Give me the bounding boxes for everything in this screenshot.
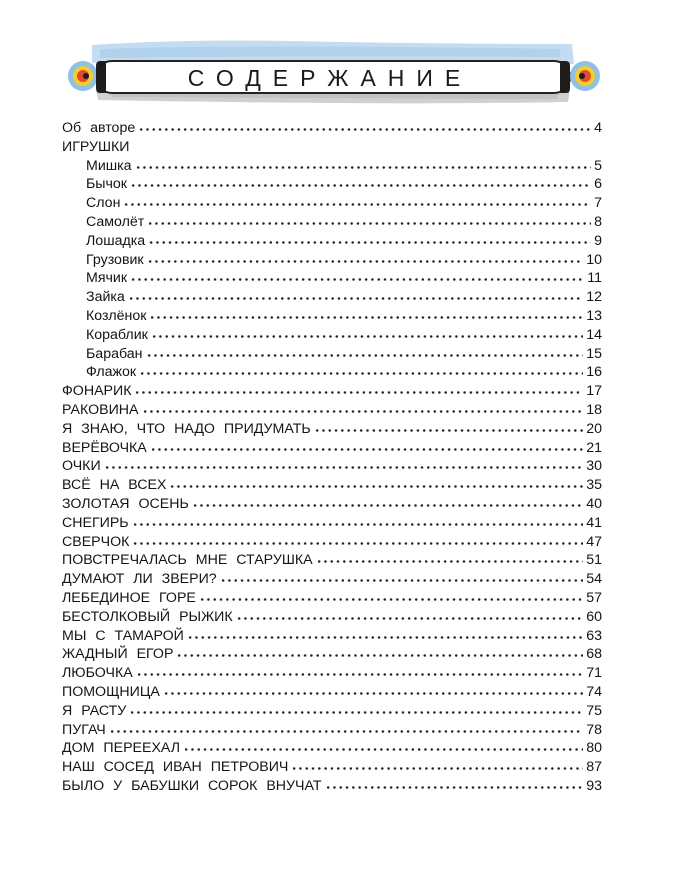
- toc-entry[interactable]: [62, 439, 602, 458]
- toc-entry-page-number: 18: [586, 401, 602, 418]
- dot-leader: [104, 465, 584, 470]
- toc-entry-page-number: 47: [586, 533, 602, 550]
- toc-entry-page-number: 20: [586, 420, 602, 437]
- dot-leader: [148, 240, 591, 245]
- toc-entry-title: БЕСТОЛКОВЫЙ РЫЖИК: [62, 608, 233, 625]
- banner-watercolor: [0, 0, 674, 120]
- toc-entry[interactable]: [62, 401, 602, 420]
- toc-entry[interactable]: [62, 420, 602, 439]
- toc-entry[interactable]: [62, 232, 602, 251]
- toc-entry-page-number: 40: [586, 495, 602, 512]
- toc-entry[interactable]: [62, 157, 602, 176]
- toc-entry-title: Слон: [86, 195, 121, 212]
- toc-entry-title: НАШ СОСЕД ИВАН ПЕТРОВИЧ: [62, 759, 289, 776]
- dot-leader: [199, 597, 583, 602]
- toc-entry-page-number: 63: [586, 627, 602, 644]
- toc-entry[interactable]: [62, 194, 602, 213]
- toc-entry-title: МЫ С ТАМАРОЙ: [62, 627, 184, 644]
- toc-entry-title: ЛЕБЕДИНОЕ ГОРЕ: [62, 589, 196, 606]
- toc-entry-page-number: 6: [594, 176, 602, 193]
- toc-entry[interactable]: [62, 514, 602, 533]
- dot-leader: [132, 522, 584, 527]
- page-title: СОДЕРЖАНИЕ: [187, 65, 473, 91]
- toc-entry-page-number: 9: [594, 232, 602, 249]
- dot-leader: [135, 165, 592, 170]
- toc-entry-page-number: 78: [586, 721, 602, 738]
- toc-entry-title: Лошадка: [86, 232, 146, 249]
- dot-leader: [123, 202, 591, 207]
- dot-leader: [109, 729, 583, 734]
- dot-leader: [176, 653, 583, 658]
- toc-entry-page-number: 10: [586, 251, 602, 268]
- toc-entry[interactable]: [62, 739, 602, 758]
- toc-entry-page-number: 17: [586, 383, 602, 400]
- toc-entry-page-number: 60: [586, 608, 602, 625]
- toc-entry[interactable]: [62, 702, 602, 721]
- dot-leader: [132, 541, 583, 546]
- toc-entry-page-number: 12: [586, 289, 602, 306]
- dot-leader: [151, 334, 583, 339]
- toc-entry-title: ФОНАРИК: [62, 383, 132, 400]
- dot-leader: [136, 672, 584, 677]
- dot-leader: [316, 559, 584, 564]
- toc-entry-page-number: 35: [586, 477, 602, 494]
- toc-entry-title: Мишка: [86, 157, 132, 174]
- dot-leader: [325, 785, 584, 790]
- toc-entry[interactable]: [62, 476, 602, 495]
- toc-entry-title: ПУГАЧ: [62, 721, 106, 738]
- toc-entry-page-number: 8: [594, 213, 602, 230]
- toc-entry[interactable]: [62, 570, 602, 589]
- toc-entry[interactable]: [62, 345, 602, 364]
- toc-entry[interactable]: [62, 288, 602, 307]
- toc-entry[interactable]: [62, 683, 602, 702]
- toc-entry-page-number: 15: [586, 345, 602, 362]
- toc-entry-page-number: 57: [586, 589, 602, 606]
- toc-entry-title: Об авторе: [62, 120, 136, 136]
- toc-entry-title: Грузовик: [86, 251, 144, 268]
- toc-entry-page-number: 75: [586, 702, 602, 719]
- dot-leader: [147, 221, 591, 226]
- toc-entry-title: ОЧКИ: [62, 458, 101, 475]
- toc-entry-title: ВЕРЁВОЧКА: [62, 439, 147, 456]
- toc-entry-title: ПОМОЩНИЦА: [62, 683, 160, 700]
- toc-entry-page-number: 87: [586, 759, 602, 776]
- toc-entry-page-number: 71: [586, 665, 602, 682]
- toc-entry-page-number: 13: [586, 307, 602, 324]
- left-target-ornament-icon: [68, 61, 98, 91]
- dot-leader: [183, 747, 583, 752]
- dot-leader: [130, 277, 584, 282]
- toc-entry[interactable]: [62, 533, 602, 552]
- toc-entry-page-number: 21: [586, 439, 602, 456]
- toc-entry[interactable]: [62, 213, 602, 232]
- toc-entry-title: Я ЗНАЮ, ЧТО НАДО ПРИДУМАТЬ: [62, 420, 311, 437]
- toc-entry[interactable]: [62, 551, 602, 570]
- dot-leader: [129, 710, 583, 715]
- toc-entry-title: ЛЮБОЧКА: [62, 665, 133, 682]
- toc-entry[interactable]: [62, 608, 602, 627]
- right-target-ornament-icon: [570, 61, 600, 91]
- toc-entry[interactable]: [62, 758, 602, 777]
- table-of-contents: [62, 119, 602, 796]
- toc-entry-page-number: 30: [586, 458, 602, 475]
- toc-entry[interactable]: [62, 269, 602, 288]
- toc-entry-title: Самолёт: [86, 213, 145, 230]
- toc-entry[interactable]: [62, 664, 602, 683]
- toc-entry-page-number: 4: [594, 120, 602, 136]
- toc-entry-title: ЗОЛОТАЯ ОСЕНЬ: [62, 495, 189, 512]
- dot-leader: [147, 259, 584, 264]
- dot-leader: [142, 409, 584, 414]
- toc-entry-page-number: 68: [586, 646, 602, 663]
- toc-entry-page-number: 14: [586, 326, 602, 343]
- toc-entry[interactable]: [62, 589, 602, 608]
- toc-entry-title: БЫЛО У БАБУШКИ СОРОК ВНУЧАТ: [62, 777, 322, 794]
- toc-entry-page-number: 11: [587, 270, 602, 287]
- toc-entry-title: ДОМ ПЕРЕЕХАЛ: [62, 740, 181, 757]
- toc-entry[interactable]: [62, 457, 602, 476]
- toc-entry-page-number: 93: [586, 777, 602, 794]
- toc-entry-title: Флажок: [86, 364, 137, 381]
- toc-entry[interactable]: [62, 326, 602, 345]
- toc-section-heading[interactable]: [62, 138, 602, 157]
- toc-entry-title: ВСЁ НА ВСЕХ: [62, 477, 167, 494]
- toc-entry-title: Барабан: [86, 345, 143, 362]
- toc-entry-page-number: 51: [586, 552, 602, 569]
- toc-entry-title: Я РАСТУ: [62, 702, 127, 719]
- toc-entry-title: ДУМАЮТ ЛИ ЗВЕРИ?: [62, 571, 217, 588]
- dot-leader: [169, 484, 583, 489]
- toc-entry-title: ЖАДНЫЙ ЕГОР: [62, 646, 174, 663]
- toc-entry-title: СНЕГИРЬ: [62, 514, 129, 531]
- toc-entry-title: Кораблик: [86, 326, 148, 343]
- dot-leader: [163, 691, 583, 696]
- toc-entry-page-number: 16: [586, 364, 602, 381]
- toc-entry[interactable]: [62, 307, 602, 326]
- toc-entry[interactable]: [62, 175, 602, 194]
- toc-entry-page-number: 7: [594, 195, 602, 212]
- toc-entry[interactable]: [62, 495, 602, 514]
- dot-leader: [146, 353, 584, 358]
- dot-leader: [314, 428, 584, 433]
- dot-leader: [192, 503, 583, 508]
- header-banner: [0, 0, 674, 120]
- toc-entry-title: Козлёнок: [86, 307, 147, 324]
- dot-leader: [138, 127, 591, 132]
- toc-entry-page-number: 41: [586, 514, 602, 531]
- toc-entry-title: РАКОВИНА: [62, 401, 139, 418]
- toc-entry-title: СВЕРЧОК: [62, 533, 130, 550]
- toc-entry-title: Мячик: [86, 270, 128, 287]
- dot-leader: [291, 766, 583, 771]
- toc-entry-page-number: 80: [586, 740, 602, 757]
- toc-entry[interactable]: [62, 251, 602, 270]
- toc-entry-page-number: 5: [594, 157, 602, 174]
- toc-entry[interactable]: [62, 627, 602, 646]
- toc-entry[interactable]: [62, 119, 602, 138]
- toc-entry-title: ПОВСТРЕЧАЛАСЬ МНЕ СТАРУШКА: [62, 552, 313, 569]
- dot-leader: [134, 390, 583, 395]
- dot-leader: [149, 315, 583, 320]
- dot-leader: [128, 296, 583, 301]
- toc-entry-page-number: 54: [586, 571, 602, 588]
- dot-leader: [139, 371, 583, 376]
- toc-entry-title: ИГРУШКИ: [62, 138, 130, 155]
- toc-entry[interactable]: [62, 363, 602, 382]
- toc-entry-title: Бычок: [86, 176, 127, 193]
- toc-entry[interactable]: [62, 645, 602, 664]
- toc-entry[interactable]: [62, 777, 602, 796]
- toc-entry[interactable]: [62, 382, 602, 401]
- dot-leader: [130, 183, 591, 188]
- dot-leader: [187, 635, 583, 640]
- toc-entry[interactable]: [62, 721, 602, 740]
- dot-leader: [220, 578, 584, 583]
- toc-entry-title: Зайка: [86, 289, 125, 306]
- dot-leader: [236, 616, 584, 621]
- dot-leader: [150, 447, 583, 452]
- toc-entry-page-number: 74: [586, 683, 602, 700]
